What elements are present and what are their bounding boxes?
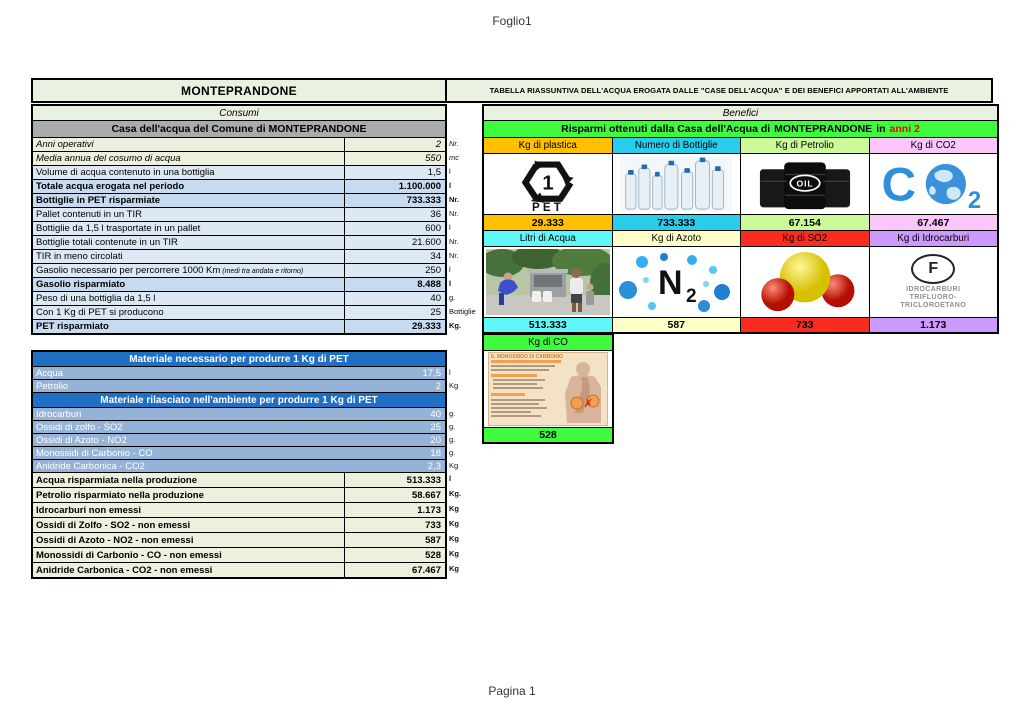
card-icon-cell — [613, 154, 741, 214]
svg-text:N: N — [658, 264, 683, 302]
table-row — [33, 320, 462, 333]
table-row — [33, 306, 476, 319]
row-value: 40 — [430, 408, 441, 420]
card-icon-cell — [741, 154, 869, 214]
co-card — [482, 333, 614, 444]
card-header-so2: Kg di SO2 — [741, 231, 869, 246]
table-row — [33, 264, 451, 277]
red-x-mark: ✗ — [583, 398, 593, 410]
consumi-subtitle: Casa dell'acqua del Comune di MONTEPRANDONE — [33, 121, 445, 137]
row-label-note: (medi tra andata e ritorno) — [222, 268, 304, 275]
infographic-bar — [491, 369, 549, 371]
row-label: Anidride Carbonica - CO2 — [36, 460, 145, 472]
row-label: Ossidi di Azoto - NO2 - non emessi — [36, 534, 194, 546]
table-row — [33, 292, 456, 305]
row-unit: Nr. — [449, 251, 459, 260]
page-number-label: Pagina 1 — [488, 684, 536, 698]
row-value: 550 — [344, 152, 445, 165]
row-value: 34 — [344, 250, 445, 263]
row-label: Petrolio risparmiato nella produzione — [36, 489, 204, 501]
row-unit: Kg — [449, 564, 459, 573]
table-row — [33, 434, 456, 446]
card-icon-cell — [741, 247, 869, 317]
row-unit: Kg. — [449, 489, 462, 498]
row-value: 8.488 — [344, 278, 445, 291]
row-unit: Kg — [449, 504, 459, 513]
card-value-idrocarburi: 1.173 — [870, 318, 998, 332]
card-header-petrolio: Kg di Petrolio — [741, 138, 869, 153]
card-value-bottiglie: 733.333 — [613, 215, 741, 230]
card-header-azoto: Kg di Azoto — [613, 231, 741, 246]
row-unit: l — [449, 279, 452, 288]
row-unit: Bottiglie — [449, 307, 476, 316]
row-label: Bottiglie da 1,5 l trasportate in un pallet — [36, 223, 201, 234]
co2-globe-icon — [878, 156, 988, 212]
table-row — [33, 408, 456, 420]
row-value: 2 — [344, 138, 445, 151]
card-value-so2: 733 — [741, 318, 869, 332]
row-unit: l — [449, 265, 451, 274]
title-banner — [31, 78, 993, 103]
hydro-label-line: TRICLOROETANO — [900, 302, 967, 310]
table-row — [33, 460, 459, 472]
card-icon-cell — [870, 154, 998, 214]
hydro-label-line: TRIFLUORO- — [909, 293, 957, 301]
row-unit: Kg — [449, 381, 459, 390]
table-row — [33, 278, 452, 291]
infographic-bar — [491, 415, 541, 417]
row-value: 29.333 — [344, 320, 445, 333]
table-row — [33, 488, 462, 502]
infographic-bar — [491, 411, 531, 413]
sheet-label: Foglio1 — [492, 14, 532, 28]
title-years-highlight: anni 2 — [889, 123, 920, 135]
title-mid: in — [876, 123, 886, 135]
row-unit: l — [449, 368, 451, 377]
row-value: 40 — [344, 292, 445, 305]
row-label: Pallet contenuti in un TIR — [36, 209, 142, 220]
row-label: Bottiglie totali contenute in un TIR — [36, 237, 178, 248]
row-label: Monossidi di Carbonio - CO - non emessi — [36, 549, 222, 561]
row-value: 587 — [344, 533, 445, 547]
table-row — [33, 194, 460, 207]
row-label: Totale acqua erogata nel periodo — [36, 181, 185, 192]
table-row — [33, 421, 456, 433]
table-row — [33, 152, 459, 165]
row-label — [33, 265, 344, 276]
table-row — [33, 503, 459, 517]
row-value: 25 — [344, 306, 445, 319]
infographic-bar — [493, 383, 537, 385]
row-value: 1.173 — [344, 503, 445, 517]
row-value: 2 — [435, 380, 441, 392]
infographic-bar — [491, 374, 537, 377]
infographic-bar — [493, 379, 545, 381]
table-row — [33, 208, 459, 221]
plastic-bottles-icon — [620, 157, 732, 211]
svg-text:OIL: OIL — [796, 178, 814, 189]
table-row — [33, 138, 459, 151]
row-value: 528 — [344, 548, 445, 562]
card-value-plastica: 29.333 — [484, 215, 612, 230]
table-row — [33, 380, 459, 392]
row-unit: g. — [449, 409, 456, 418]
co-infographic — [488, 352, 608, 426]
row-unit: Nr. — [449, 139, 459, 148]
row-unit: Kg. — [449, 321, 462, 330]
row-label: Anni operativi — [36, 139, 94, 150]
row-value: 36 — [344, 208, 445, 221]
nitrogen-molecule-icon — [616, 250, 736, 314]
row-label-text: Gasolio necessario per percorrere 1000 Km — [36, 265, 221, 276]
co-infographic-title: IL MONOSSIDO DI CARBONIO — [491, 354, 563, 360]
oil-barrels-icon — [753, 157, 857, 211]
so2-molecule-icon — [746, 250, 864, 314]
row-label: PET risparmiato — [36, 321, 109, 332]
table-row — [33, 180, 452, 193]
card-header-plastica: Kg di plastica — [484, 138, 612, 153]
title-prefix: Risparmi ottenuti dalla Casa dell'Acqua di — [561, 123, 771, 135]
card-icon-cell — [484, 154, 612, 214]
consumi-table — [31, 104, 476, 335]
table-row — [33, 518, 459, 532]
row-label: Acqua — [36, 367, 63, 379]
row-value: 1,5 — [344, 166, 445, 179]
table-row — [33, 222, 451, 235]
row-unit: mc — [449, 153, 459, 162]
infographic-bar — [491, 403, 539, 405]
svg-text:2: 2 — [968, 186, 982, 212]
card-header-co2: Kg di CO2 — [870, 138, 998, 153]
water-house-photo — [486, 249, 610, 315]
consumi-section-header: Consumi — [33, 106, 445, 120]
human-silhouette — [553, 361, 605, 423]
row-unit: Nr. — [449, 237, 459, 246]
row-value: 733.333 — [344, 194, 445, 207]
card-header-acqua: Litri di Acqua — [484, 231, 612, 246]
row-label: Con 1 Kg di PET si producono — [36, 307, 164, 318]
card-header-idrocarburi: Kg di Idrocarburi — [870, 231, 998, 246]
card-icon-cell — [484, 247, 612, 317]
infographic-bar — [493, 387, 543, 389]
infographic-bar — [491, 407, 547, 409]
municipality-title: MONTEPRANDONE — [33, 80, 447, 101]
table-row — [33, 447, 456, 459]
row-unit: Nr. — [449, 195, 460, 204]
benefici-section-header: Benefici — [484, 106, 997, 120]
benefici-title-bar — [484, 121, 997, 137]
pet-needed-header: Materiale necessario per produrre 1 Kg di PET — [33, 352, 445, 366]
table-row — [33, 367, 451, 379]
card-icon-cell — [870, 247, 998, 317]
table-row — [33, 473, 452, 487]
row-label: TIR in meno circolati — [36, 251, 123, 262]
pet-released-header: Materiale rilasciato nell'ambiente per produrre 1 Kg di PET — [33, 393, 445, 407]
pet-recycle-icon — [509, 156, 587, 212]
hydrocarbons-icon — [900, 254, 966, 310]
benefici-table — [482, 104, 999, 334]
row-unit: Nr. — [449, 209, 459, 218]
row-label: Idrocarburi — [36, 408, 82, 420]
card-value-acqua: 513.333 — [484, 318, 612, 332]
table-row — [33, 250, 459, 263]
row-value: 18 — [430, 447, 441, 459]
title-municipality: MONTEPRANDONE — [774, 123, 873, 135]
row-unit: Kg — [449, 549, 459, 558]
row-label: Petrolio — [36, 380, 69, 392]
row-unit: l — [449, 181, 452, 190]
row-label: Ossidi di Azoto - NO2 — [36, 434, 127, 446]
row-value: 600 — [344, 222, 445, 235]
row-value: 1.100.000 — [344, 180, 445, 193]
card-header-bottiglie: Numero di Bottiglie — [613, 138, 741, 153]
row-unit: Kg — [449, 461, 459, 470]
row-unit: Kg — [449, 519, 459, 528]
row-value: 733 — [344, 518, 445, 532]
infographic-bar — [491, 360, 561, 363]
row-label: Idrocarburi non emessi — [36, 504, 142, 516]
svg-text:2: 2 — [686, 286, 697, 307]
f-symbol: F — [911, 254, 955, 284]
table-row — [33, 563, 459, 577]
row-value: 17,5 — [422, 367, 441, 379]
row-value: 20 — [430, 434, 441, 446]
row-unit: Kg — [449, 534, 459, 543]
row-unit: g. — [449, 422, 456, 431]
row-value: 250 — [344, 264, 445, 277]
row-unit: g. — [449, 448, 456, 457]
card-value-co2: 67.467 — [870, 215, 998, 230]
row-label: Bottiglie in PET risparmiate — [36, 195, 161, 206]
table-row — [33, 236, 459, 249]
row-unit: g. — [449, 293, 456, 302]
row-unit: l — [449, 223, 451, 232]
row-label: Gasolio risparmiato — [36, 279, 126, 290]
row-label: Ossidi di Zolfo - SO2 - non emessi — [36, 519, 191, 531]
svg-text:C: C — [881, 158, 917, 212]
table-row — [33, 548, 459, 562]
table-row — [33, 533, 459, 547]
svg-text:PET: PET — [531, 201, 564, 212]
row-label: Volume di acqua contenuto in una bottiglia — [36, 167, 215, 178]
row-label: Monossidi di Carbonio - CO — [36, 447, 153, 459]
table-row — [33, 166, 451, 179]
infographic-bar — [491, 393, 525, 396]
row-unit: l — [449, 167, 451, 176]
card-value-petrolio: 67.154 — [741, 215, 869, 230]
row-value: 67.467 — [344, 563, 445, 577]
card-icon-cell — [484, 351, 612, 427]
row-label: Acqua risparmiata nella produzione — [36, 474, 198, 486]
card-value-co: 528 — [484, 428, 612, 442]
card-value-azoto: 587 — [613, 318, 741, 332]
row-unit: l — [449, 474, 452, 483]
row-value: 25 — [430, 421, 441, 433]
row-label: Anidride Carbonica - CO2 - non emessi — [36, 564, 213, 576]
row-unit: g. — [449, 435, 456, 444]
row-value: 2,3 — [427, 460, 441, 472]
svg-text:1: 1 — [542, 172, 554, 195]
card-icon-cell — [613, 247, 741, 317]
row-value: 58.667 — [344, 488, 445, 502]
row-value: 513.333 — [344, 473, 445, 487]
pet-production-table — [31, 350, 462, 579]
infographic-bar — [491, 365, 555, 367]
card-header-co: Kg di CO — [484, 335, 612, 350]
summary-table-title: TABELLA RIASSUNTIVA DELL'ACQUA EROGATA DALLE "CASE DELL'ACQUA" E DEI BENEFICI APPORTATI ALL'AMBIENTE — [489, 86, 949, 95]
infographic-bar — [491, 399, 545, 401]
row-label: Peso di una bottiglia da 1,5 l — [36, 293, 156, 304]
hydro-label-line: IDROCARBURI — [906, 285, 961, 293]
row-label: Ossidi di zolfo - SO2 — [36, 421, 123, 433]
row-value: 21.600 — [344, 236, 445, 249]
row-label: Media annua del cosumo di acqua — [36, 153, 181, 164]
